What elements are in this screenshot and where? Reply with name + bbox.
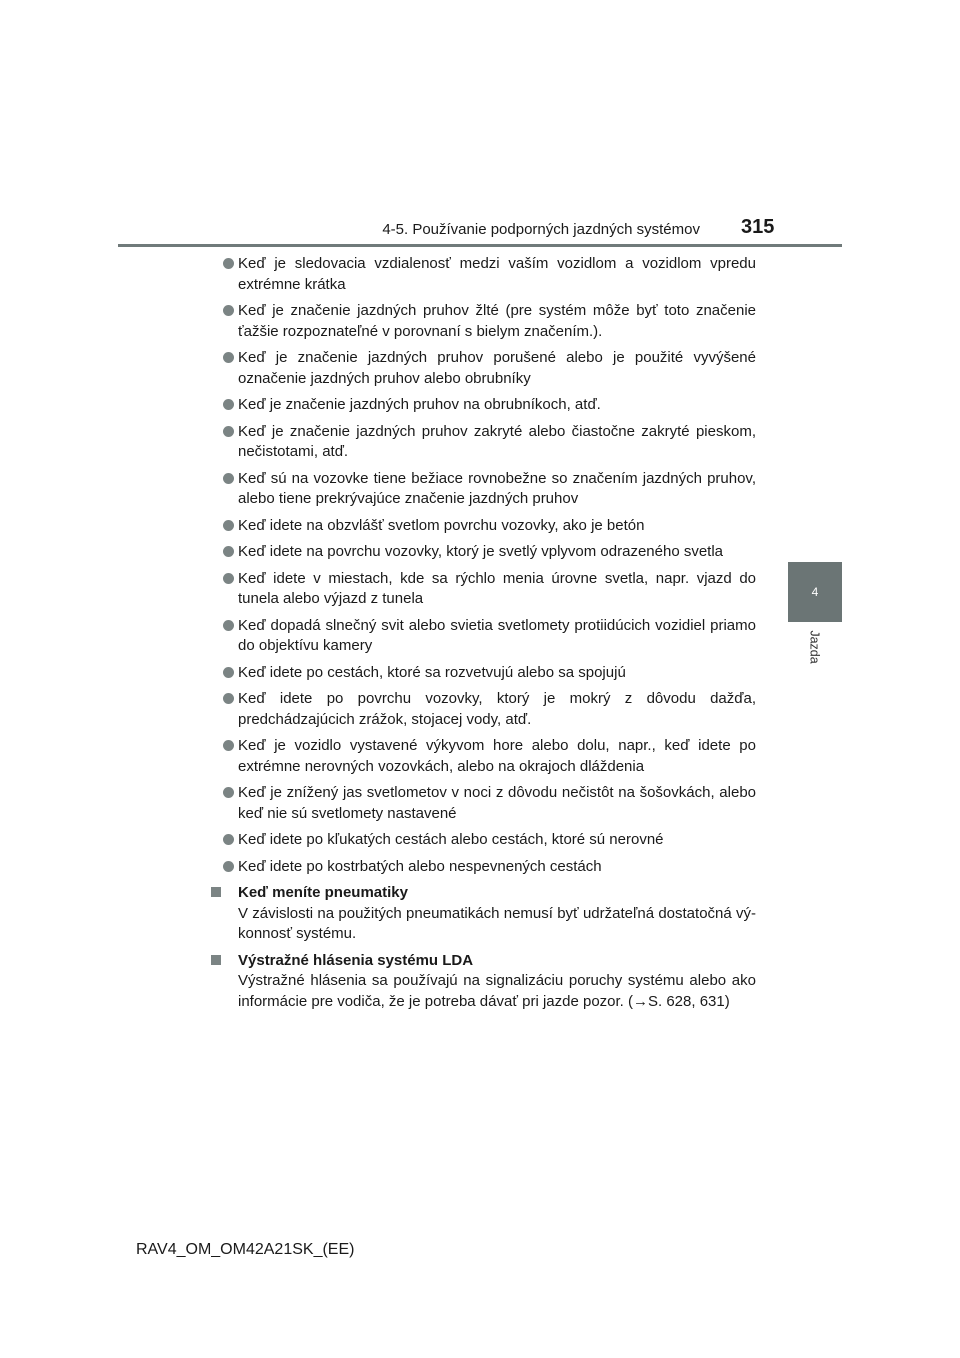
list-item: Keď idete na povrchu vozovky, ktorý je svetlý vplyvom odrazeného svetla [222,542,756,563]
header-divider [118,244,842,247]
main-content [222,254,756,1018]
bullet-icon [223,620,234,631]
list-item: Keď je značenie jazdných pruhov žlté (pre systém môže byť toto značenie ťažšie rozpoznateľné v porovnaní s bielym značením.). [222,301,756,342]
list-item: Keď je znížený jas svetlometov v noci z dôvodu nečistôt na šošovkách, alebo keď nie sú svetlomety nastavené [222,783,756,824]
bullet-icon [223,693,234,704]
bullet-icon [223,834,234,845]
bullet-icon [223,740,234,751]
list-item: Keď je značenie jazdných pruhov na obrubníkoch, atď. [222,395,756,416]
chapter-name: Jazda [807,630,822,664]
bullet-icon [223,787,234,798]
chapter-label [788,622,842,672]
list-item: Keď je vozidlo vystavené výkyvom hore alebo dolu, napr., keď idete po extrémne nerovných vozovkách, alebo na okrajoch dláždenia [222,736,756,777]
list-item: Keď idete po povrchu vozovky, ktorý je mokrý z dôvodu dažďa, predchádzajúcich zrážok, stojacej vody, atď. [222,689,756,730]
bullet-icon [223,520,234,531]
list-item: Keď je značenie jazdných pruhov zakryté alebo čiastočne zakryté pieskom, nečistotami, atď. [222,422,756,463]
square-bullet-icon [211,955,221,965]
bullet-icon [223,258,234,269]
bullet-icon [223,305,234,316]
section-body: V závislosti na použitých pneumatikách nemusí byť udržateľná dostatočná vý-konnosť systému. [238,904,756,942]
chapter-number: 4 [811,585,819,599]
bullet-icon [223,546,234,557]
document-code: RAV4_OM_OM42A21SK_(EE) [136,1241,355,1258]
list-item: Keď idete po kostrbatých alebo nespevnených cestách [222,857,756,878]
list-item: Keď idete po cestách, ktoré sa rozvetvujú alebo sa spojujú [222,663,756,684]
section-heading: Keď meníte pneumatiky [238,884,408,901]
section-heading: Výstražné hlásenia systému LDA [238,951,474,969]
bullet-icon [223,426,234,437]
list-item: Keď je sledovacia vzdialenosť medzi vaším vozidlom a vozidlom vpredu extrémne krátka [222,254,756,295]
section-title: 4-5. Používanie podporných jazdných systémov [382,221,700,238]
section-body: Výstražné hlásenia sa používajú na signalizáciu poruchy systému alebo ako informácie pre vodiča, že je potreba dávať pri jazde pozor. (→S. 628, 631) [238,972,756,1010]
list-item: Keď sú na vozovke tiene bežiace rovnobežne so značením jazdných pruhov, alebo tiene prekrývajúce značenie jazdných pruhov [222,469,756,510]
bullet-icon [223,861,234,872]
list-item: Keď je značenie jazdných pruhov porušené alebo je použité vyvýšené označenie jazdných pruhov alebo obrubníky [222,348,756,389]
bullet-icon [223,399,234,410]
bullet-icon [223,352,234,363]
section-tire-change [222,883,756,945]
list-item: Keď dopadá slnečný svit alebo svietia svetlomety protiidúcich vozidiel priamo do objektívu kamery [222,616,756,657]
list-item: Keď idete v miestach, kde sa rýchlo menia úrovne svetla, napr. vjazd do tunela alebo výjazd z tunela [222,569,756,610]
list-item: Keď idete po kľukatých cestách alebo cestách, ktoré sú nerovné [222,830,756,851]
bullet-icon [223,667,234,678]
bullet-icon [223,573,234,584]
page-number: 315 [741,216,775,238]
chapter-tab [788,562,842,622]
bullet-icon [223,473,234,484]
square-bullet-icon [211,887,221,897]
list-item: Keď idete na obzvlášť svetlom povrchu vozovky, ako je betón [222,516,756,537]
section-lda-warnings [222,951,756,1013]
